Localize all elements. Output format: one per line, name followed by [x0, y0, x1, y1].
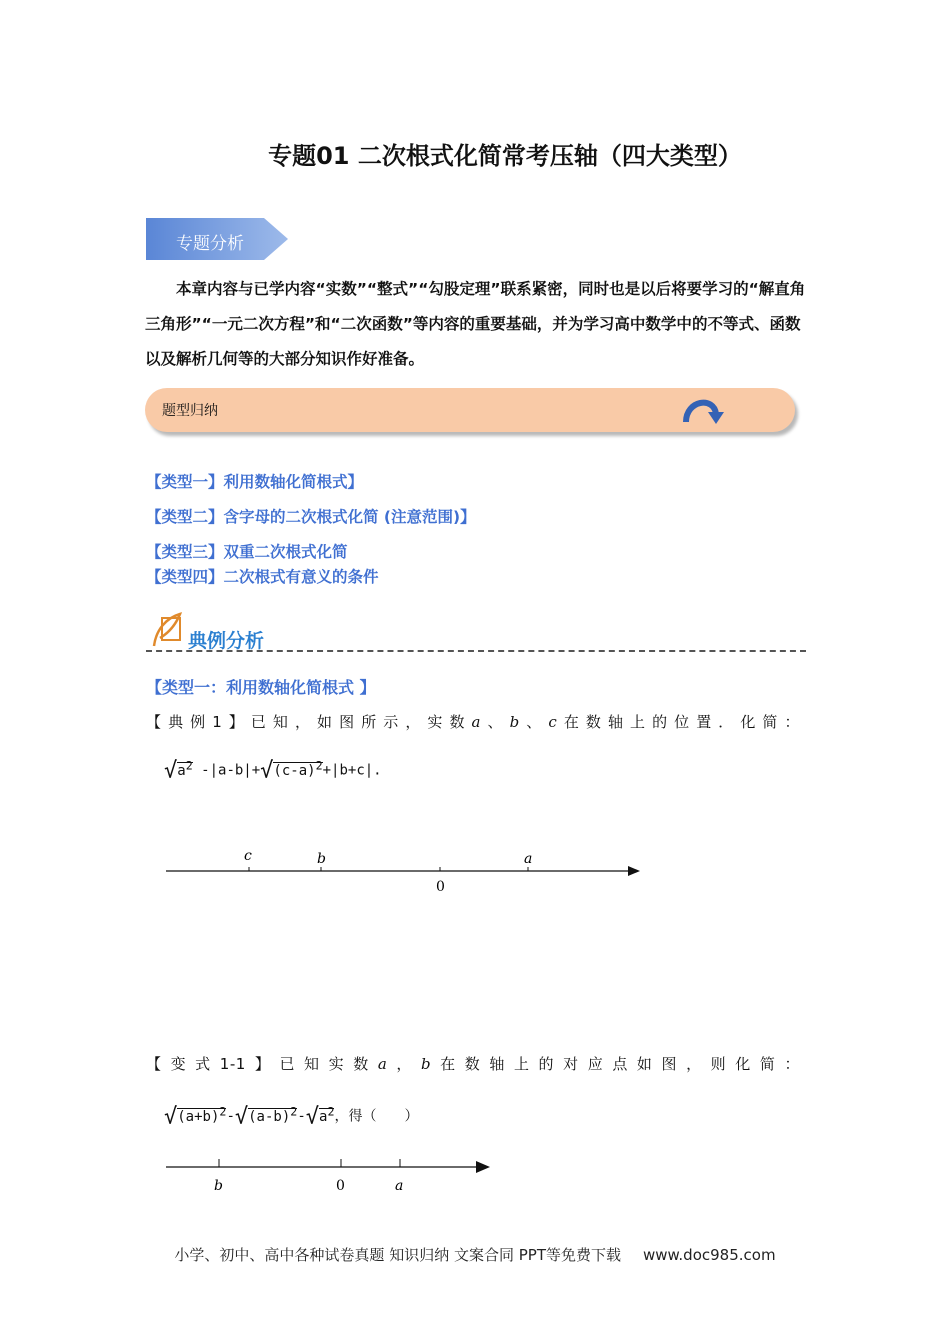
radicand-amb — [248, 1104, 298, 1125]
analysis-banner-label: 专题分析 — [176, 234, 244, 254]
sqrt-sign: √ — [234, 1104, 249, 1130]
radicand-ca — [273, 758, 323, 779]
example1-expression — [164, 758, 382, 784]
comma: ， — [387, 1055, 421, 1073]
minus-sign: - — [226, 1108, 235, 1125]
term-a: a — [319, 1108, 328, 1125]
separator: 、 — [480, 713, 510, 731]
exponent: 2 — [290, 1104, 298, 1118]
var-b: b — [420, 1055, 432, 1073]
var-a: a — [471, 713, 481, 731]
term-a: a — [177, 762, 186, 779]
plus-sign: + — [251, 762, 261, 779]
label-b: b — [317, 851, 326, 867]
sqrt-sign: √ — [164, 758, 178, 784]
radicand-a — [319, 1104, 335, 1125]
section-title-type1: 【类型一：利用数轴化简根式 】 — [146, 678, 376, 697]
footer-site-link[interactable]: www.doc985.com — [642, 1246, 776, 1264]
term-amb: (a-b) — [248, 1108, 291, 1125]
label-a: a — [395, 1178, 404, 1194]
label-c: c — [244, 848, 252, 864]
variant1-expression — [164, 1104, 418, 1130]
section-divider — [146, 650, 806, 652]
label-a: a — [524, 851, 533, 867]
exponent: 2 — [315, 758, 323, 772]
abs-a-minus-b: -|a-b| — [201, 762, 252, 779]
types-bar-label: 题型归纳 — [162, 403, 218, 419]
minus-sign: - — [297, 1108, 306, 1125]
example1-prompt-post: 在数轴上的位置．化简： — [557, 713, 800, 731]
term-ca: (c-a) — [273, 762, 316, 779]
example1-prompt — [146, 711, 800, 732]
curved-arrow-icon — [680, 392, 726, 428]
quill-icon — [146, 610, 186, 650]
page-title: 专题01 二次根式化简常考压轴（四大类型） — [268, 142, 742, 170]
var-c: c — [548, 713, 558, 731]
exponent: 2 — [185, 758, 193, 772]
variant1-prompt-pre: 【变式1-1】已知实数 — [146, 1055, 378, 1073]
label-0: 0 — [436, 879, 445, 895]
intro-paragraph: 本章内容与已学内容“实数”“整式”“勾股定理”联系紧密，同时也是以后将要学习的“解直角三角形”“一元二次方程”和“二次函数”等内容的重要基础，并为学习高中数学中的不等式、函数以及解析几何等的大部分知识作好准备。 — [145, 280, 806, 368]
sqrt-sign: √ — [305, 1104, 319, 1130]
label-0: 0 — [336, 1178, 345, 1194]
example1-prompt-pre: 【典例1】已知，如图所示，实数 — [146, 713, 472, 731]
var-a: a — [377, 1055, 388, 1073]
term-apb: (a+b) — [177, 1108, 220, 1125]
variant1-prompt-post: 在数轴上的对应点如图，则化简： — [431, 1055, 800, 1073]
abs-b-plus-c: +|b+c|. — [322, 762, 382, 779]
sqrt-sign: √ — [260, 758, 274, 784]
radicand-apb — [177, 1104, 227, 1125]
toc-item-4[interactable]: 【类型四】二次根式有意义的条件 — [146, 568, 379, 586]
label-b: b — [214, 1178, 223, 1194]
toc-item-2[interactable]: 【类型二】含字母的二次根式化简 (注意范围)】 — [146, 508, 476, 526]
examples-heading: 典例分析 — [188, 630, 265, 652]
number-line-2 — [160, 1150, 500, 1200]
exponent: 2 — [327, 1104, 335, 1118]
radicand-a — [177, 758, 193, 779]
toc-item-1[interactable]: 【类型一】利用数轴化简根式】 — [146, 473, 364, 491]
var-b: b — [509, 713, 520, 731]
toc-item-3[interactable]: 【类型三】双重二次根式化简 — [146, 543, 348, 561]
separator: 、 — [519, 713, 549, 731]
footer — [0, 1244, 950, 1265]
answer-blank: ，得（ ） — [334, 1108, 419, 1125]
variant1-prompt — [146, 1053, 800, 1074]
axis-arrow — [476, 1161, 490, 1173]
number-line-1 — [160, 840, 650, 900]
axis-arrow — [628, 866, 640, 876]
footer-text: 小学、初中、高中各种试卷真题 知识归纳 文案合同 PPT等免费下载 — [174, 1246, 621, 1264]
exponent: 2 — [219, 1104, 227, 1118]
sqrt-sign: √ — [164, 1104, 178, 1130]
